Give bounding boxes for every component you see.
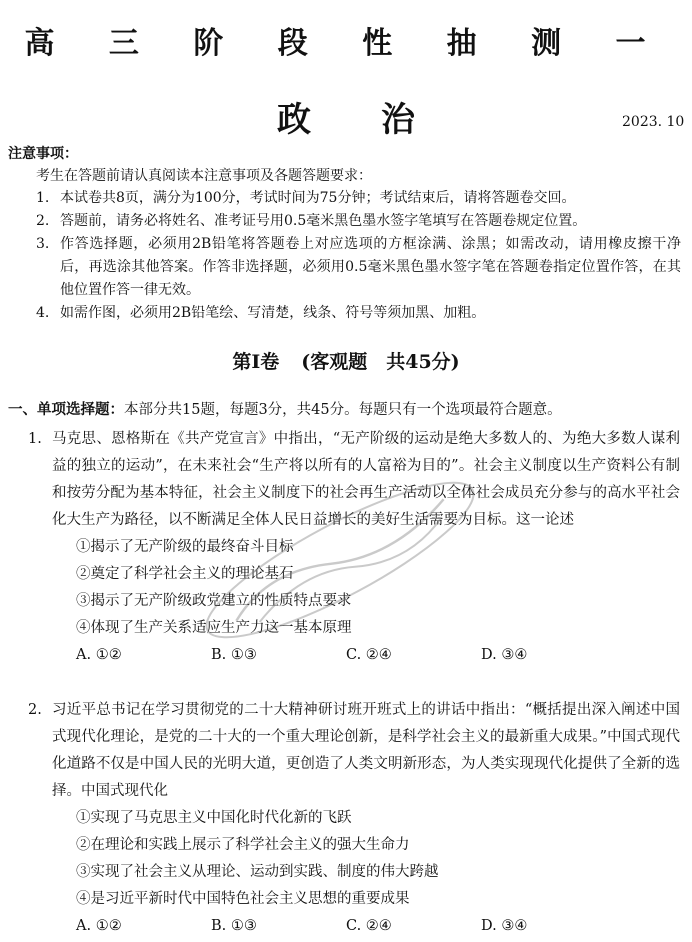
question-option: ②奠定了科学社会主义的理论基石 bbox=[76, 566, 294, 582]
question-1 bbox=[28, 426, 680, 669]
part-instruction bbox=[8, 398, 562, 419]
notice-intro: 考生在答题前请认真阅读本注意事项及各题答题要求： bbox=[36, 168, 372, 184]
question-number: 1. bbox=[28, 431, 42, 447]
subject-char-left: 政 bbox=[277, 100, 311, 140]
choice-b: B. ①③ bbox=[211, 647, 257, 663]
question-option: ③揭示了无产阶级政党建立的性质特点要求 bbox=[76, 593, 352, 609]
choice-a: A. ①② bbox=[76, 918, 122, 934]
subject-char-right: 治 bbox=[381, 100, 415, 140]
choice-b: B. ①③ bbox=[211, 918, 257, 934]
exam-title: 高 三 阶 段 性 抽 测 一 bbox=[24, 26, 668, 61]
notice-item-text: 答题前，请务必将姓名、准考证号用0.5毫米黑色墨水签字笔填写在答题卷规定位置。 bbox=[60, 213, 587, 229]
choice-d: D. ③④ bbox=[481, 647, 528, 663]
notice-item bbox=[36, 233, 681, 302]
choice-a: A. ①② bbox=[76, 647, 122, 663]
notice-item bbox=[36, 210, 681, 233]
notice-item bbox=[36, 187, 681, 210]
question-option: ②在理论和实践上展示了科学社会主义的强大生命力 bbox=[76, 837, 410, 853]
question-number: 2. bbox=[28, 702, 42, 718]
notice-item-number: 3. bbox=[36, 236, 50, 252]
answer-choices bbox=[52, 913, 680, 940]
question-2 bbox=[28, 697, 680, 940]
question-option: ④体现了生产关系适应生产力这一基本原理 bbox=[76, 620, 352, 636]
question-stem-text: 习近平总书记在学习贯彻党的二十大精神研讨班开班式上的讲话中指出：“概括提出深入阐述中国式现代化理论，是党的二十大的一个重大理论创新，是科学社会主义的最新重大成果。”中国式现代化道路不仅是中国人民的光明大道，更创造了人类文明新形态，为人类实现现代化提供了全新的选择。中国式现代化 bbox=[52, 702, 680, 799]
section-volume: 第Ⅰ卷 bbox=[232, 351, 280, 373]
question-option: ①实现了马克思主义中国化时代化新的飞跃 bbox=[76, 810, 352, 826]
question-option: ④是习近平新时代中国特色社会主义思想的重要成果 bbox=[76, 891, 410, 907]
question-option: ③实现了社会主义从理论、运动到实践、制度的伟大跨越 bbox=[76, 864, 439, 880]
choice-c: C. ②④ bbox=[346, 647, 392, 663]
answer-choices bbox=[52, 642, 680, 669]
notice-item-text: 如需作图，必须用2B铅笔绘、写清楚，线条、符号等须加黑、加粗。 bbox=[60, 305, 486, 321]
notice-item-number: 2. bbox=[36, 213, 50, 229]
choice-d: D. ③④ bbox=[481, 918, 528, 934]
question-option: ①揭示了无产阶级的最终奋斗目标 bbox=[76, 539, 294, 555]
question-stem bbox=[28, 426, 680, 534]
notice-item-text: 作答选择题，必须用2B铅笔将答题卷上对应选项的方框涂满、涂黑；如需改动，请用橡皮擦干净后，再选涂其他答案。作答非选择题，必须用0.5毫米黑色墨水签字笔在答题卷指定位置作答，在其他位置作答一律无效。 bbox=[60, 236, 681, 298]
notice-item-number: 1. bbox=[36, 190, 50, 206]
notice-item-text: 本试卷共8页，满分为100分，考试时间为75分钟；考试结束后，请将答题卷交回。 bbox=[60, 190, 576, 206]
question-stem-text: 马克思、恩格斯在《共产党宣言》中指出，“无产阶级的运动是绝大多数人的、为绝大多数人谋利益的独立的运动”，在未来社会“生产将以所有的人富裕为目的”。社会主义制度以生产资料公有制和按劳分配为基本特征，社会主义制度下的社会再生产活动以全体社会成员充分参与的高水平社会化大生产为路径，以不断满足全体人民日益增长的美好生活需要为目标。这一论述 bbox=[52, 431, 680, 528]
choice-c: C. ②④ bbox=[346, 918, 392, 934]
question-stem bbox=[28, 697, 680, 805]
notice-title: 注意事项： bbox=[8, 146, 78, 162]
notice-item bbox=[36, 302, 681, 325]
notice-list bbox=[36, 187, 681, 325]
notice-item-number: 4. bbox=[36, 305, 50, 321]
section-description: (客观题 共45分) bbox=[301, 351, 460, 373]
section-header bbox=[0, 347, 692, 374]
exam-date: 2023. 10 bbox=[622, 114, 685, 130]
part-text: 本部分共15题，每题3分，共45分。每题只有一个选项最符合题意。 bbox=[124, 402, 562, 418]
subject-title bbox=[0, 92, 692, 141]
part-label: 一、单项选择题： bbox=[8, 401, 124, 418]
